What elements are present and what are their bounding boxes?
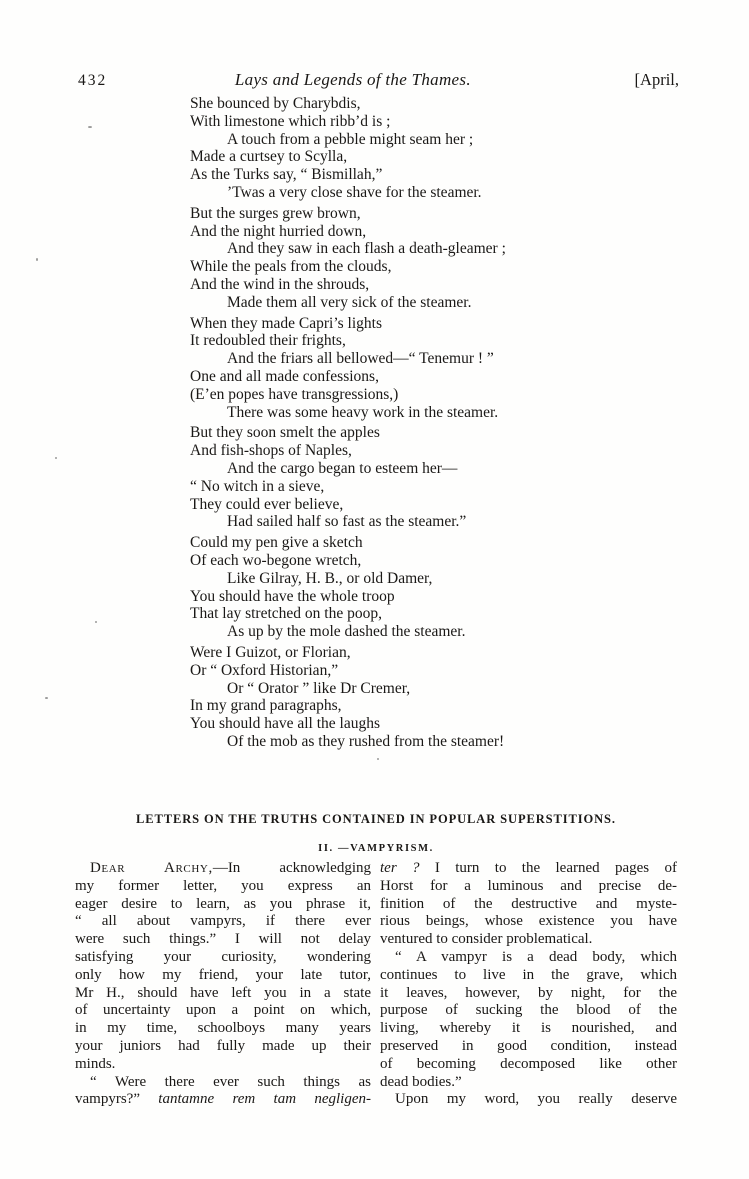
- scan-speck: [88, 126, 92, 128]
- poem-line: But the surges grew brown,: [190, 204, 361, 222]
- poem-line: You should have the whole troop: [190, 587, 395, 605]
- poem-line: ’Twas a very close shave for the steamer.: [227, 183, 482, 201]
- poem-line: Or “ Orator ” like Dr Cremer,: [227, 679, 411, 697]
- poem-line: Or “ Oxford Historian,”: [190, 661, 339, 679]
- text-line: [75, 1091, 371, 1109]
- poem-line: As up by the mole dashed the steamer.: [227, 623, 466, 641]
- poem-stanza: [190, 315, 506, 422]
- text-line: dead bodies.”: [380, 1073, 462, 1090]
- poem-line: Of the mob as they rushed from the steamer!: [227, 732, 505, 750]
- poem-line: As the Turks say, “ Bismillah,”: [190, 166, 383, 184]
- poem-line: They could ever believe,: [190, 495, 344, 513]
- poem-stanza: [190, 205, 506, 312]
- text-line: “ all about vampyrs, if there ever: [75, 913, 371, 930]
- text-line: my former letter, you express an: [75, 877, 371, 894]
- text-line: finition of the destructive and myste-: [380, 895, 677, 912]
- poem-stanza: [190, 534, 506, 641]
- text-line: ventured to consider problematical.: [380, 931, 593, 948]
- poem-line: And they saw in each flash a death-gleamer ;: [227, 240, 506, 258]
- text-line: Mr H., should have left you in a state: [75, 984, 371, 1001]
- poem-line: Had sailed half so fast as the steamer.”: [227, 513, 467, 531]
- text-line: only how my friend, your late tutor,: [75, 966, 371, 983]
- poem-line: It redoubled their frights,: [190, 332, 346, 350]
- right-column: [380, 860, 677, 1109]
- poem-line: Like Gilray, H. B., or old Damer,: [227, 569, 433, 587]
- article-heading: LETTERS ON THE TRUTHS CONTAINED IN POPULAR SUPERSTITIONS.: [136, 812, 616, 826]
- poem-line: Made them all very sick of the steamer.: [227, 293, 472, 311]
- poem-line: That lay stretched on the poop,: [190, 605, 382, 623]
- poem-line: She bounced by Charybdis,: [190, 95, 361, 112]
- latin-phrase-continued: ter ?: [380, 860, 420, 876]
- scan-speck: [95, 621, 97, 623]
- poem-line: When they made Capri’s lights: [190, 314, 382, 332]
- text-line: it leaves, however, by night, for the: [380, 984, 677, 1001]
- poem-line: And fish-shops of Naples,: [190, 442, 352, 460]
- text-line: rious beings, whose existence you have: [380, 913, 677, 930]
- page-number: 432: [78, 72, 108, 89]
- scan-speck: [36, 258, 38, 261]
- text-line: Horst for a luminous and precise de-: [380, 877, 677, 894]
- poem-line: With limestone which ribb’d is ;: [190, 112, 391, 130]
- poem-line: And the wind in the shrouds,: [190, 275, 370, 293]
- poem-line: (E’en popes have transgressions,): [190, 385, 399, 403]
- text-line: of uncertainty upon a point on which,: [75, 1002, 371, 1019]
- text-roman: vampyrs?”: [75, 1091, 159, 1108]
- text-line: were such things.” I will not delay: [75, 931, 371, 948]
- scan-speck: [377, 758, 379, 760]
- text-line: purpose of sucking the blood of the: [380, 1002, 677, 1019]
- text-line: of becoming decomposed like other: [380, 1055, 677, 1072]
- text-line: [75, 860, 371, 878]
- issue-date: [April,: [634, 70, 679, 89]
- poem-line: There was some heavy work in the steamer.: [227, 403, 499, 421]
- poem-line: One and all made confessions,: [190, 367, 379, 385]
- text-line: Upon my word, you really deserve: [395, 1091, 677, 1108]
- text-line: “ Were there ever such things as: [90, 1073, 371, 1090]
- poem-line: “ No witch in a sieve,: [190, 477, 325, 495]
- poem: [190, 95, 506, 754]
- poem-line: While the peals from the clouds,: [190, 258, 392, 276]
- latin-phrase: tantamne rem tam negligen-: [158, 1091, 371, 1108]
- poem-line: Of each wo-begone wretch,: [190, 551, 362, 569]
- text-line: in my time, schoolboys many years: [75, 1020, 371, 1037]
- poem-line: Made a curtsey to Scylla,: [190, 148, 348, 166]
- poem-line: Were I Guizot, or Florian,: [190, 643, 351, 661]
- text-line: your juniors had fully made up their: [75, 1037, 371, 1054]
- scan-speck: [55, 457, 57, 459]
- text-line: eager desire to learn, as you phrase it,: [75, 895, 371, 912]
- running-title: Lays and Legends of the Thames.: [234, 70, 471, 89]
- article-subheading: II. —VAMPYRISM.: [318, 843, 434, 854]
- poem-line: And the cargo began to esteem her—: [227, 459, 458, 477]
- text-line: minds.: [75, 1055, 116, 1072]
- text-line: “ A vampyr is a dead body, which: [395, 948, 677, 965]
- text-line: [380, 860, 677, 878]
- running-head: [78, 70, 679, 90]
- poem-line: In my grand paragraphs,: [190, 697, 342, 715]
- salutation-rest: —In acknowledging: [212, 860, 372, 876]
- text-line: continues to live in the grave, which: [380, 966, 677, 983]
- poem-line: A touch from a pebble might seam her ;: [227, 130, 474, 148]
- scan-speck: [45, 697, 48, 699]
- text-line: satisfying your curiosity, wondering: [75, 948, 371, 965]
- poem-line: You should have all the laughs: [190, 715, 381, 733]
- poem-stanza: [190, 644, 506, 751]
- poem-line: And the friars all bellowed—“ Tenemur ! ”: [227, 350, 494, 368]
- poem-line: And the night hurried down,: [190, 222, 367, 240]
- poem-stanza: [190, 424, 506, 531]
- poem-line: Could my pen give a sketch: [190, 534, 363, 552]
- text-roman: I turn to the learned pages of: [419, 860, 677, 876]
- poem-line: But they soon smelt the apples: [190, 424, 380, 442]
- salutation-smallcaps: Dear Archy,: [90, 860, 213, 876]
- poem-stanza: [190, 95, 506, 202]
- text-line: preserved in good condition, instead: [380, 1037, 677, 1054]
- left-column: [75, 860, 371, 1109]
- text-line: living, whereby it is nourished, and: [380, 1020, 677, 1037]
